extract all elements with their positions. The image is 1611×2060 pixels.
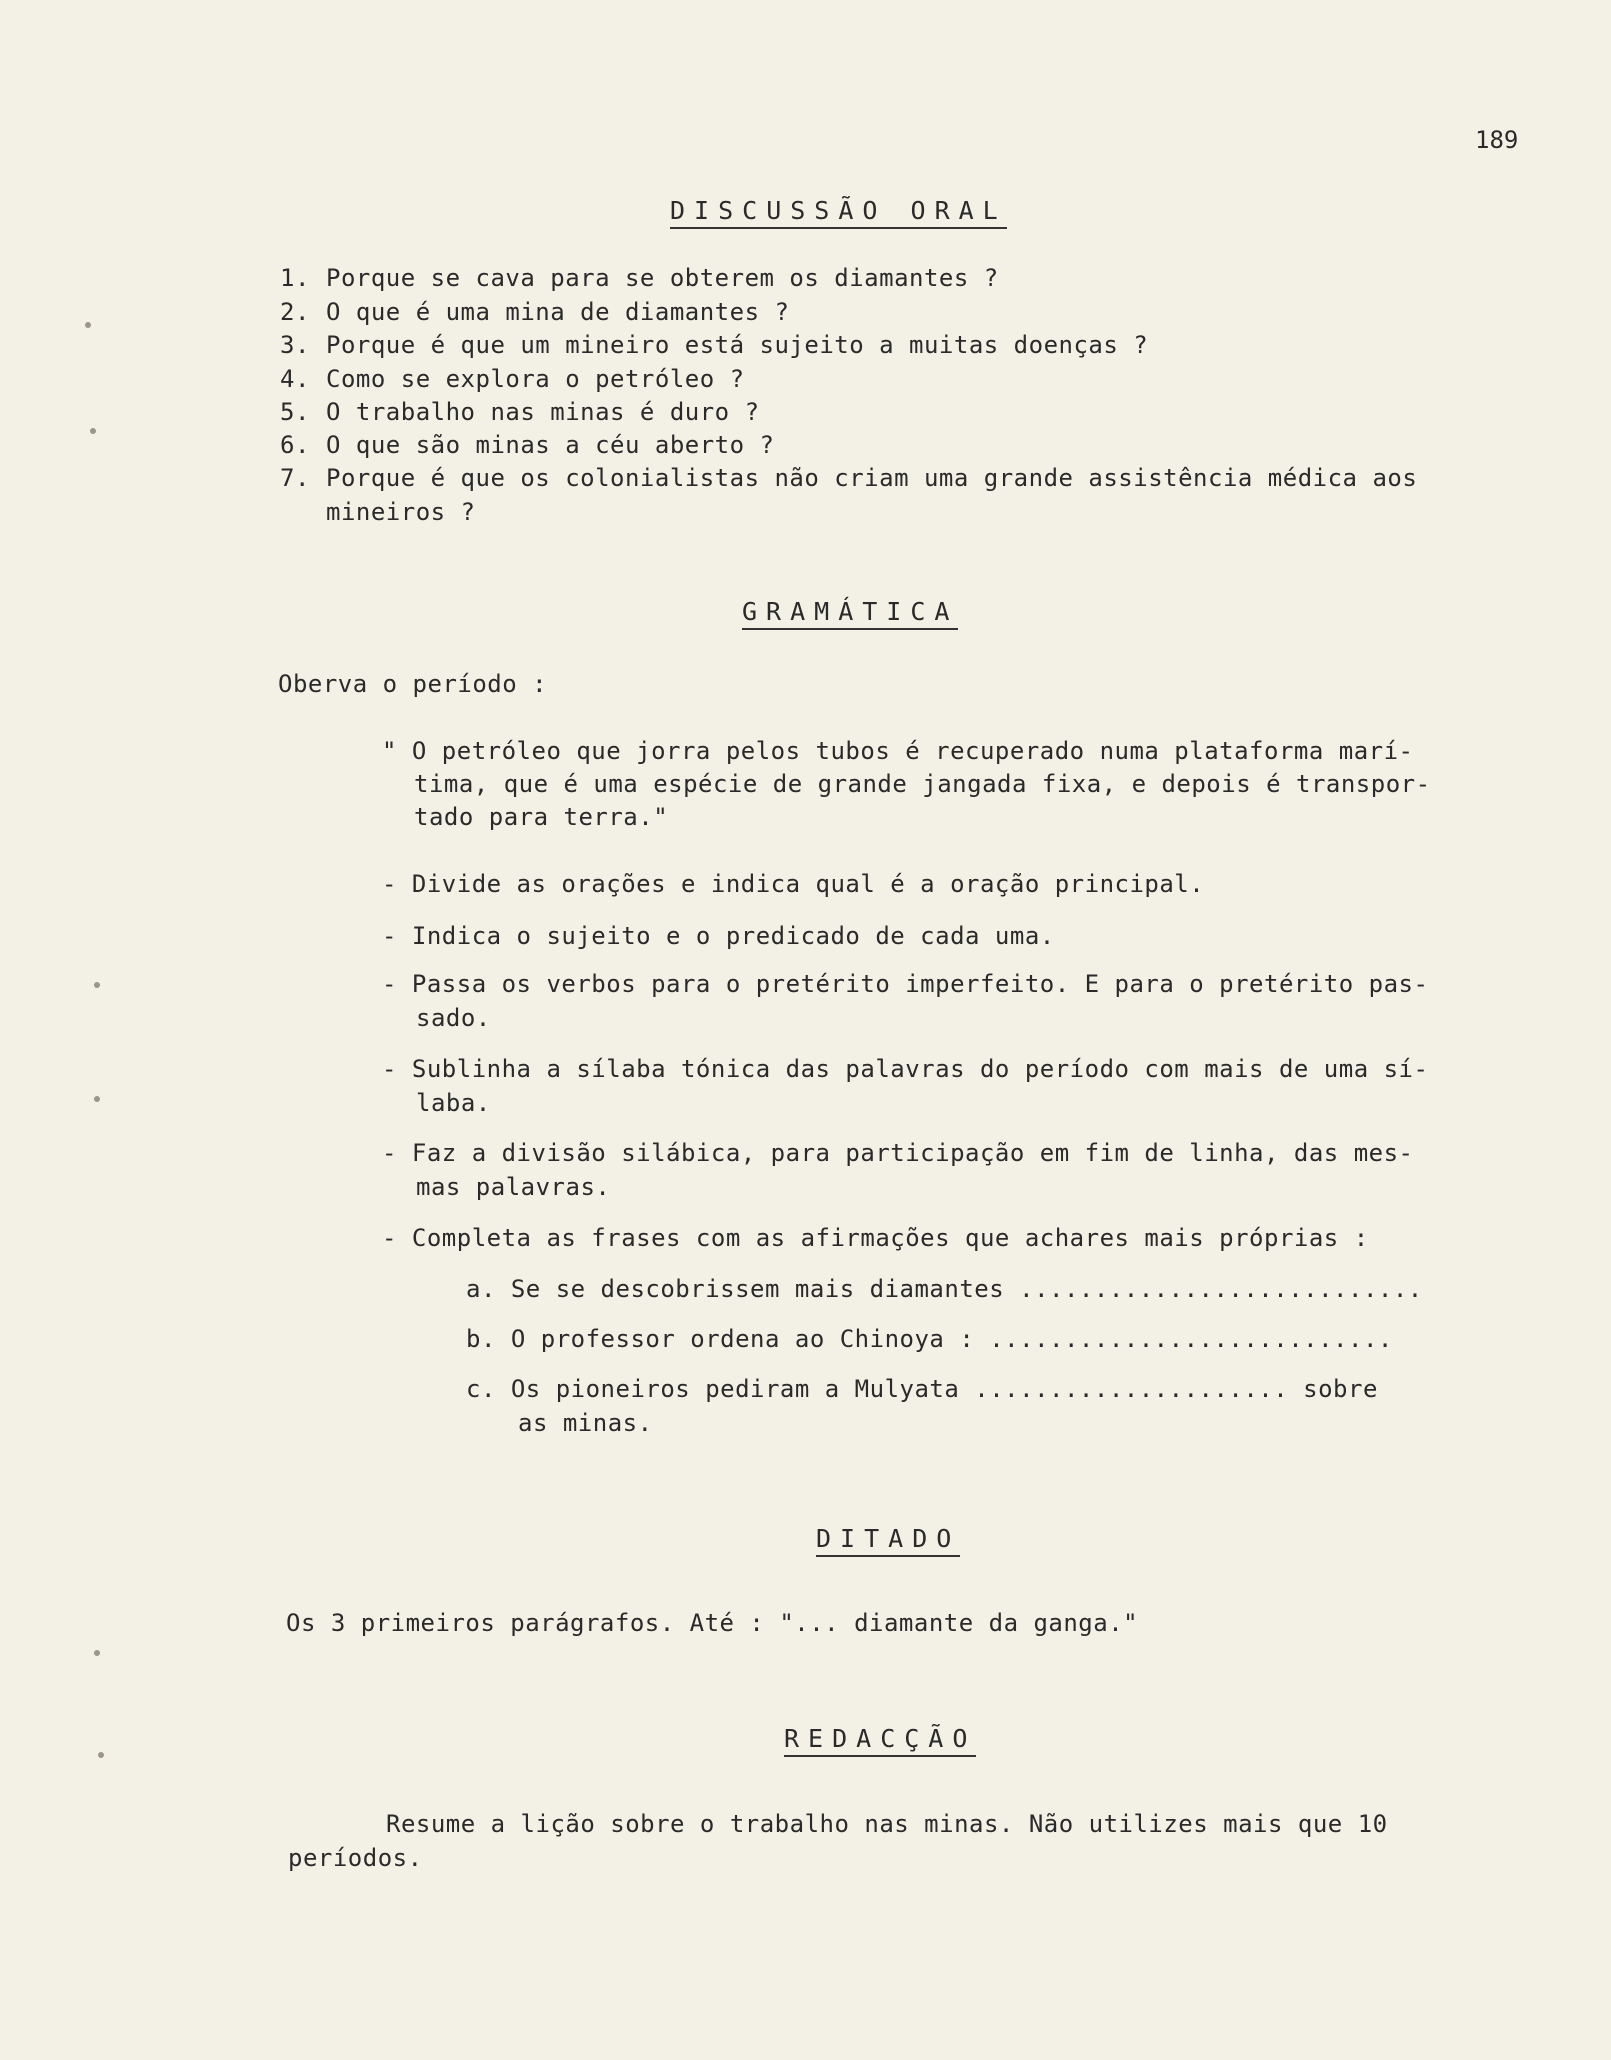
task-item: - Faz a divisão silábica, para participação em fim de linha, das mes-	[382, 1139, 1414, 1167]
task-item: - Divide as orações e indica qual é a oração principal.	[382, 870, 1205, 898]
completion-item: c. Os pioneiros pediram a Mulyata ..................... sobre	[466, 1375, 1378, 1403]
task-item: - Passa os verbos para o pretérito imperfeito. E para o pretérito pas-	[382, 970, 1429, 998]
task-continuation: sado.	[416, 1004, 491, 1032]
question-item: 3. Porque é que um mineiro está sujeito a muitas doenças ?	[280, 331, 1149, 359]
margin-mark	[94, 982, 100, 988]
task-item: - Sublinha a sílaba tónica das palavras do período com mais de uma sí-	[382, 1055, 1429, 1083]
ditado-heading: DITADO	[816, 1524, 960, 1557]
question-item: 1. Porque se cava para se obterem os diamantes ?	[280, 264, 999, 292]
quote-line: " O petróleo que jorra pelos tubos é recuperado numa plataforma marí-	[382, 737, 1414, 765]
completion-item: a. Se se descobrissem mais diamantes ...........................	[466, 1275, 1423, 1303]
gramatica-intro: Oberva o período :	[278, 670, 548, 698]
margin-mark	[94, 1650, 100, 1656]
question-item: 2. O que é uma mina de diamantes ?	[280, 298, 790, 326]
redaccao-text: períodos.	[288, 1844, 423, 1872]
quote-line: tima, que é uma espécie de grande jangada fixa, e depois é transpor-	[414, 770, 1431, 798]
task-item: - Completa as frases com as afirmações que achares mais próprias :	[382, 1224, 1369, 1252]
redaccao-heading: REDACÇÃO	[784, 1724, 976, 1757]
task-continuation: laba.	[416, 1089, 491, 1117]
question-item: 7. Porque é que os colonialistas não criam uma grande assistência médica aos	[280, 464, 1418, 492]
gramatica-heading: GRAMÁTICA	[742, 597, 958, 630]
task-continuation: mas palavras.	[416, 1173, 611, 1201]
page-number: 189	[1475, 126, 1519, 154]
discussao-heading: DISCUSSÃO ORAL	[670, 196, 1007, 229]
question-continuation: mineiros ?	[326, 498, 476, 526]
ditado-text: Os 3 primeiros parágrafos. Até : "... diamante da ganga."	[286, 1609, 1139, 1637]
task-item: - Indica o sujeito e o predicado de cada uma.	[382, 922, 1055, 950]
margin-mark	[90, 428, 96, 434]
question-item: 6. O que são minas a céu aberto ?	[280, 431, 775, 459]
completion-item: b. O professor ordena ao Chinoya : ...........................	[466, 1325, 1393, 1353]
margin-mark	[85, 322, 91, 328]
margin-mark	[98, 1752, 104, 1758]
completion-continuation: as minas.	[518, 1409, 653, 1437]
quote-line: tado para terra."	[414, 803, 669, 831]
redaccao-text: Resume a lição sobre o trabalho nas minas. Não utilizes mais que 10	[386, 1810, 1388, 1838]
question-item: 4. Como se explora o petróleo ?	[280, 365, 745, 393]
margin-mark	[94, 1096, 100, 1102]
question-item: 5. O trabalho nas minas é duro ?	[280, 398, 760, 426]
